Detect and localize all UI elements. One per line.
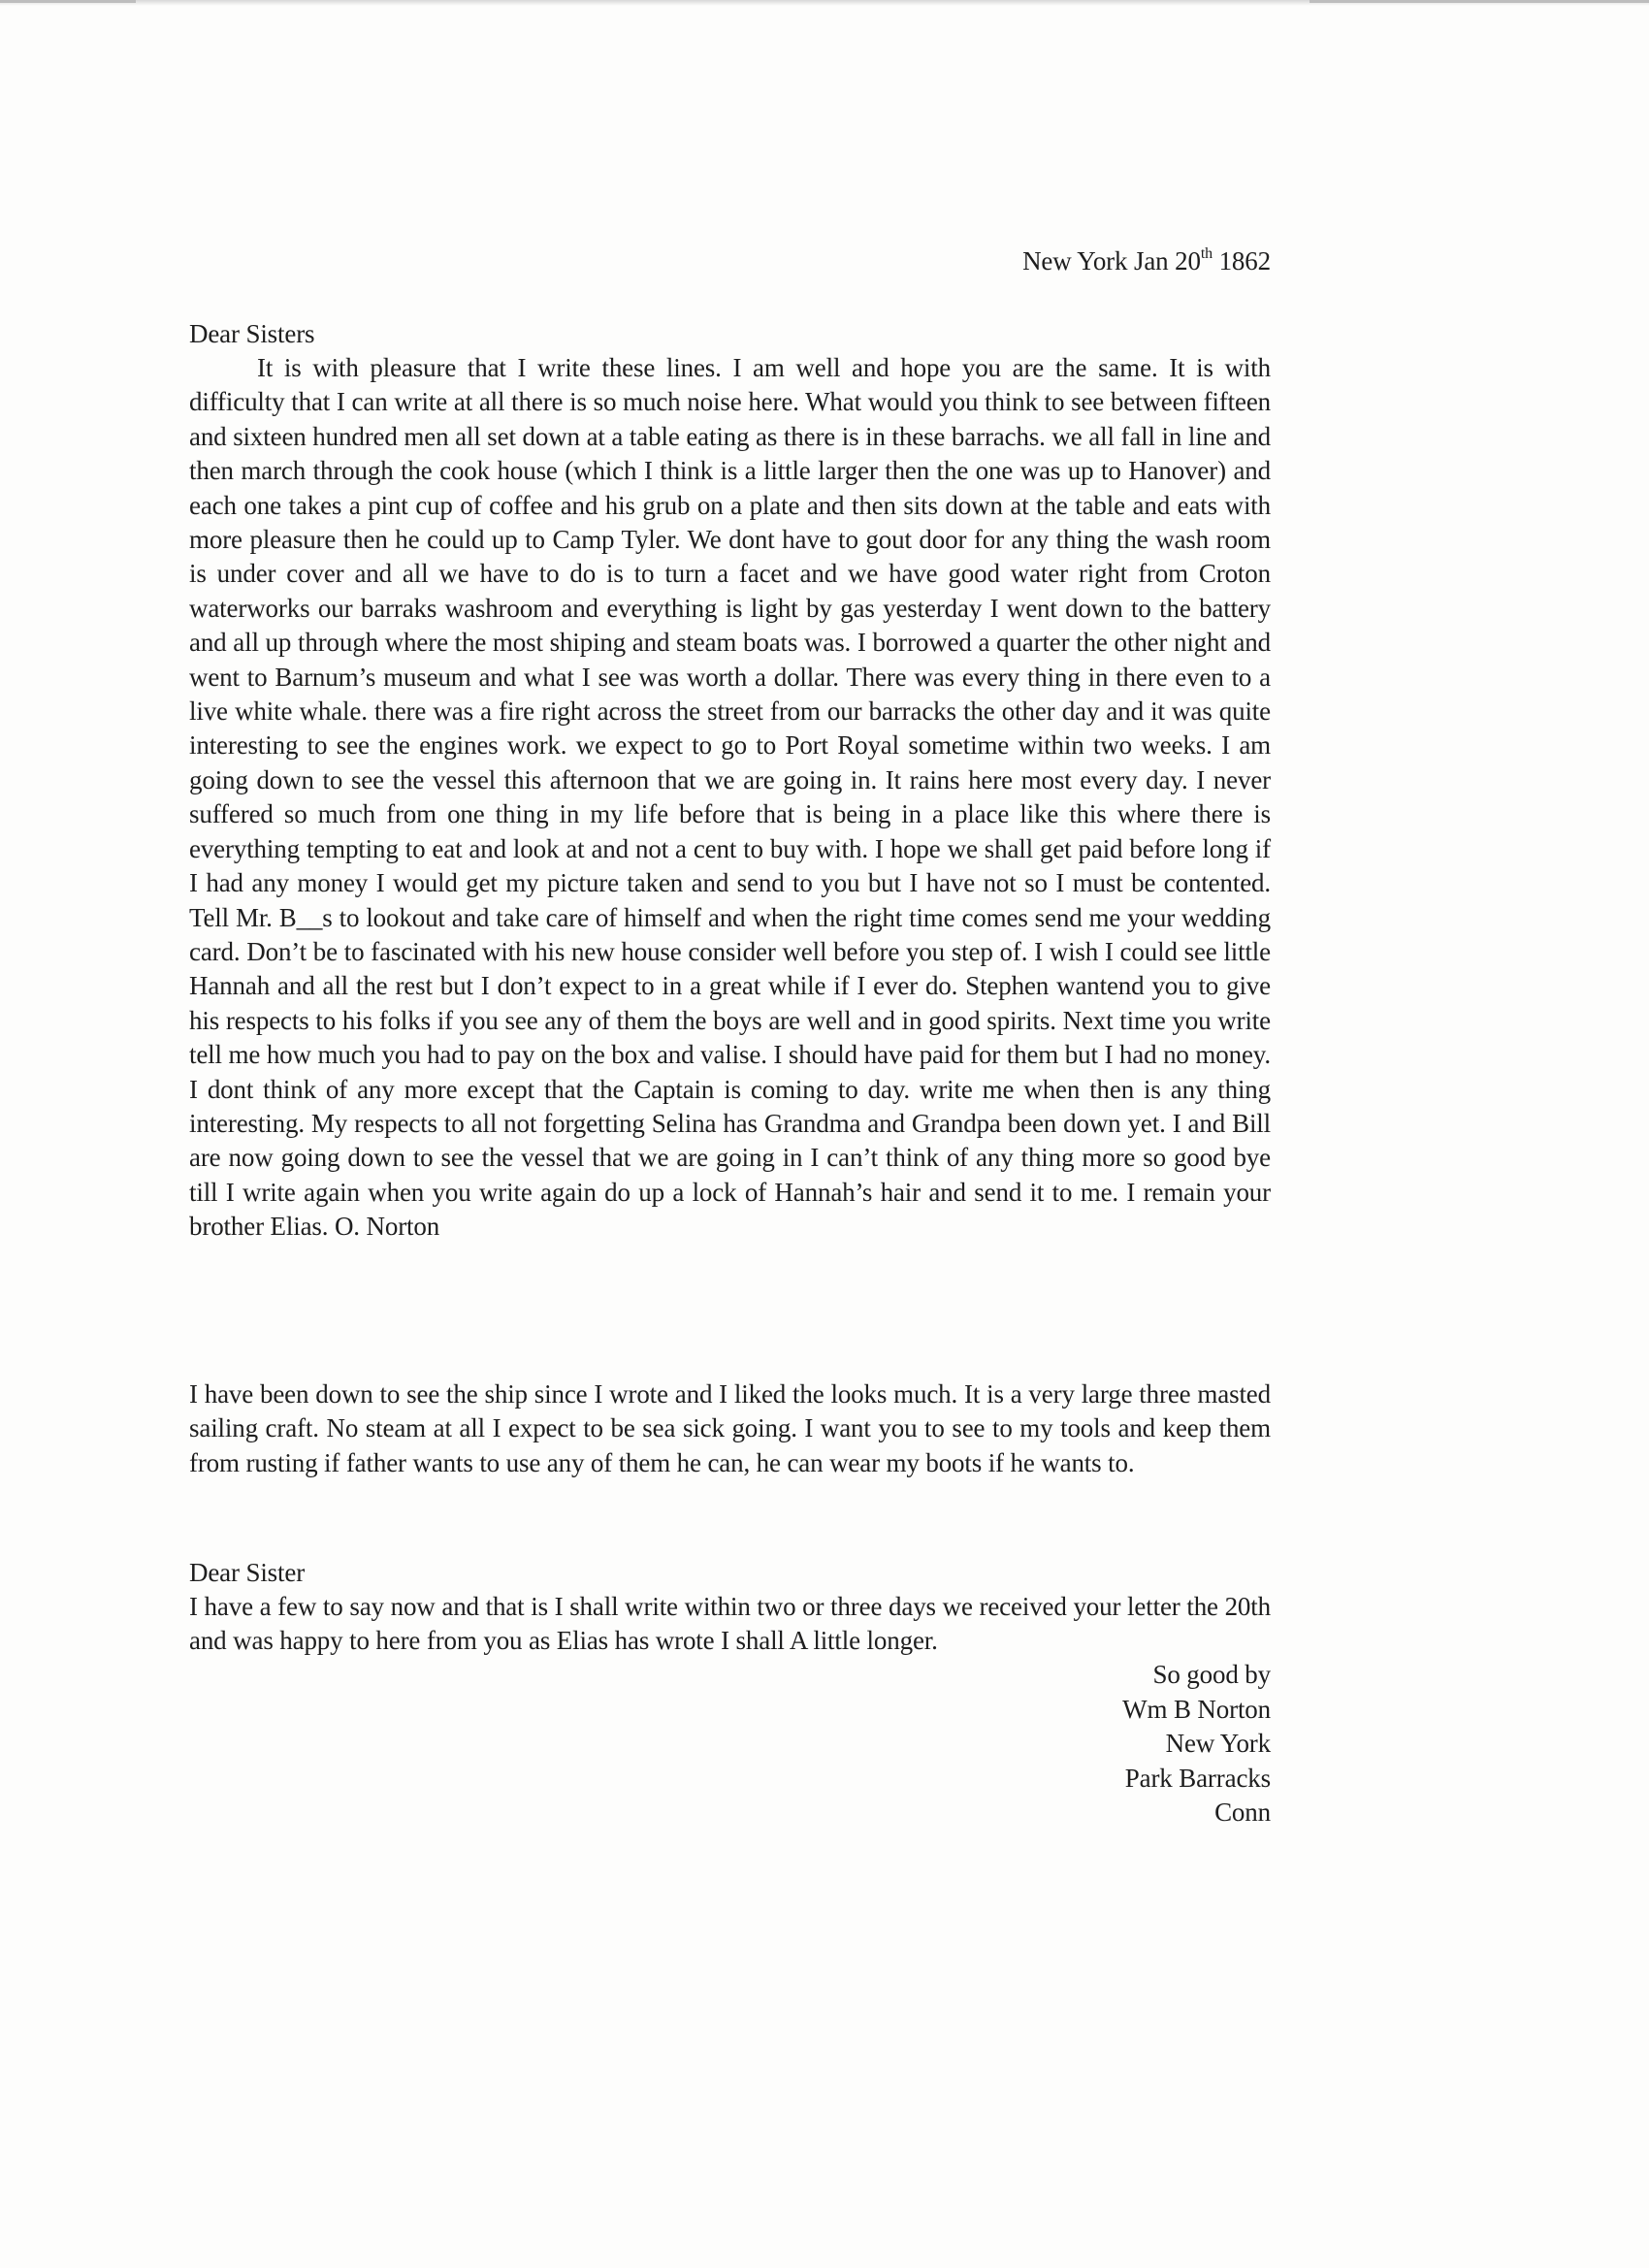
signoff-block (1122, 1658, 1271, 1831)
signoff-line: New York (1165, 1729, 1271, 1759)
postscript: I have been down to see the ship since I wrote and I liked the looks much. It is a very large three masted sailing craft. No steam at all I expect to be sea sick going. I want you to see to my tools and keep them from rusting if father wants to use any of them he can, he can wear my boots if he wants to. (189, 1379, 1271, 1477)
date-prefix: New York Jan 20 (1022, 246, 1201, 275)
date-ordinal: th (1200, 245, 1212, 262)
letter-date (189, 244, 1271, 278)
salutation: Dear Sisters (189, 319, 315, 348)
signoff-line: Wm B Norton (1122, 1694, 1271, 1724)
second-postscript: I have a few to say now and that is I shall write within two or three days we received your letter the 20th and was happy to here from you as Elias has wrote I shall A little longer. (189, 1592, 1271, 1656)
signoff-line: Conn (1214, 1798, 1271, 1828)
signoff-line: Park Barracks (1124, 1763, 1271, 1793)
scan-mark (0, 0, 136, 3)
scan-mark (1310, 0, 1649, 3)
letter-body: It is with pleasure that I write these lines. I am well and hope you are the same. It is with difficulty that I can write at all there is so much noise here. What would you think to see between fifteen and sixteen hundred men all set down at a table eating as there is in these barrachs. we all fall in line and then march through the cook house (which I think is a little larger then the one was up to Hanover) and each one takes a pint cup of coffee and his grub on a plate and then sits down at the table and eats with more pleasure then he could up to Camp Tyler. We dont have to gout door for any thing the wash room is under cover and all we have to do is to turn a facet and we have good water right from Croton waterworks our barraks washroom and everything is light by gas yesterday I went down to the battery and all up through where the most shiping and steam boats was. I borrowed a quarter the other night and went to Barnum’s museum and what I see was worth a dollar. There was every thing in there even to a live white whale. there was a fire right across the street from our barracks the other day and it was quite interesting to see the engines work. we expect to go to Port Royal sometime within two weeks. I am going down to see the vessel this afternoon that we are going in. It rains here most every day. I never suffered so much from one thing in my life before that is being in a place like this where there is everything tempting to eat and look at and not a cent to buy with. I hope we shall get paid before long if I had any money I would get my picture taken and send to you but I have not so I must be contented. Tell Mr. B__s to lookout and take care of himself and when the right time comes send me your wedding card. Don’t be to fascinated with his new house consider well before you step of. I wish I could see little Hannah and all the rest but I don’t expect to in a great while if I ever do. Stephen wantend you to give his respects to his folks if you see any of them the boys are well and in good spirits. Next time you write tell me how much you had to pay on the box and valise. I should have paid for them but I had no money. I dont think of any more except that the Captain is coming to day. write me when then is any thing interesting. My respects to all not forgetting Selina has Grandma and Grandpa been down yet. I and Bill are now going down to see the vessel that we are going in I can’t think of any thing more so good bye till I write again when you write again do up a lock of Hannah’s hair and send it to me. I remain your brother Elias. O. Norton (189, 353, 1271, 1242)
second-salutation: Dear Sister (189, 1558, 306, 1587)
date-year: 1862 (1212, 246, 1271, 275)
signoff-line: So good by (1152, 1660, 1271, 1689)
